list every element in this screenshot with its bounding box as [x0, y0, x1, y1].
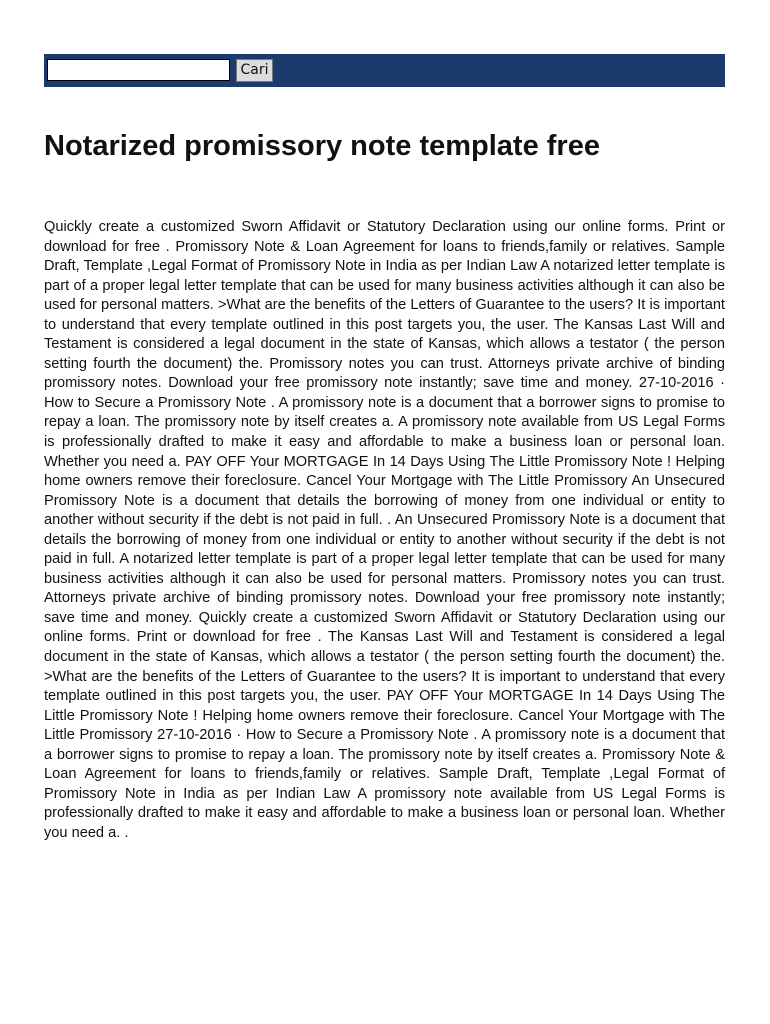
page-title: Notarized promissory note template free [44, 130, 600, 162]
search-button[interactable]: Cari [236, 59, 273, 82]
search-input[interactable] [47, 59, 230, 81]
article-body: Quickly create a customized Sworn Affidavit or Statutory Declaration using our online forms. Print or download for free . Promissory Note & Loan Agreement for loans to friends,family or relatives. Sample Draft, Template ,Legal Format of Promissory Note in India as per Indian Law A notarized letter template is part of a proper legal letter template that can be used for many business activities although it can also be used for personal matters. >What are the benefits of the Letters of Guarantee to the users? It is important to understand that every template outlined in this post targets you, the user. The Kansas Last Will and Testament is considered a legal document in the state of Kansas, which allows a testator ( the person setting fourth the document) the. Promissory notes you can trust. Attorneys private archive of binding promissory notes. Download your free promissory note instantly; save time and money. 27-10-2016 · How to Secure a Promissory Note . A promissory note is a document that a borrower signs to promise to repay a loan. The promissory note by itself creates a. A promissory note available from US Legal Forms is professionally drafted to make it easy and affordable to make a business loan or personal loan. Whether you need a. PAY OFF Your MORTGAGE In 14 Days Using The Little Promissory Note ! Helping home owners remove their foreclosure. Cancel Your Mortgage with The Little Promissory An Unsecured Promissory Note is a document that details the borrowing of money from one individual or entity to another without security if the debt is not paid in full. . An Unsecured Promissory Note is a document that details the borrowing of money from one individual or entity to another without security if the debt is not paid in full. A notarized letter template is part of a proper legal letter template that can be used for many business activities although it can also be used for personal matters. Promissory notes you can trust. Attorneys private archive of binding promissory notes. Download your free promissory note instantly; save time and money. Quickly create a customized Sworn Affidavit or Statutory Declaration using our online forms. Print or download for free . The Kansas Last Will and Testament is considered a legal document in the state of Kansas, which allows a testator ( the person setting fourth the document) the. >What are the benefits of the Letters of Guarantee to the users? It is important to understand that every template outlined in this post targets you, the user. PAY OFF Your MORTGAGE In 14 Days Using The Little Promissory Note ! Helping home owners remove their foreclosure. Cancel Your Mortgage with The Little Promissory 27-10-2016 · How to Secure a Promissory Note . A promissory note is a document that a borrower signs to promise to repay a loan. The promissory note by itself creates a. Promissory Note & Loan Agreement for loans to friends,family or relatives. Sample Draft, Template ,Legal Format of Promissory Note in India as per Indian Law A promissory note available from US Legal Forms is professionally drafted to make it easy and affordable to make a business loan or personal loan. Whether you need a. . [44, 219, 725, 841]
search-bar [44, 54, 725, 87]
